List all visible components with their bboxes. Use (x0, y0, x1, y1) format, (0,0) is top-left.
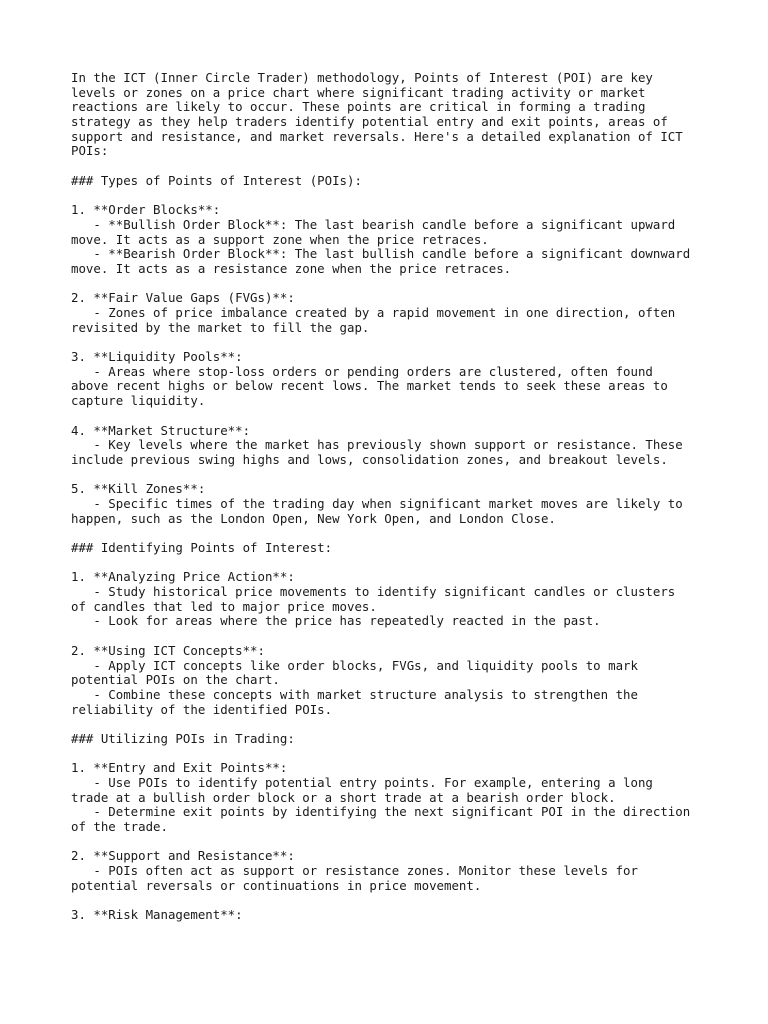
text-line: - Areas where stop-loss orders or pending orders are clustered, often found (71, 363, 653, 379)
text-line (71, 468, 711, 483)
text-line: POIs: (71, 143, 109, 159)
text-line: levels or zones on a price chart where significant trading activity or market (71, 84, 646, 100)
text-line: - **Bearish Order Block**: The last bullish candle before a significant downward (71, 246, 691, 262)
text-line (71, 159, 711, 174)
text-line: 1. **Order Blocks**: (71, 202, 221, 218)
text-line: 4. **Market Structure**: (71, 422, 251, 438)
document-page (71, 71, 711, 923)
text-line (71, 335, 711, 350)
text-line: 2. **Fair Value Gaps (FVGs)**: (71, 290, 295, 306)
text-line: - Zones of price imbalance created by a rapid movement in one direction, often (71, 305, 676, 320)
text-line (71, 277, 711, 292)
text-line: In the ICT (Inner Circle Trader) methodology, Points of Interest (POI) are key (71, 70, 653, 85)
text-line: - Key levels where the market has previously shown support or resistance. These (71, 437, 683, 453)
text-line: - Apply ICT concepts like order blocks, FVGs, and liquidity pools to mark (71, 657, 638, 673)
text-line (71, 717, 711, 732)
text-line: potential POIs on the chart. (71, 672, 280, 688)
text-line: support and resistance, and market reversals. Here's a detailed explanation of ICT (71, 128, 683, 144)
text-line: reliability of the identified POIs. (71, 701, 333, 717)
text-line: - Use POIs to identify potential entry points. For example, entering a long (71, 775, 653, 790)
text-line: move. It acts as a support zone when the price retraces. (71, 231, 489, 247)
text-line: of the trade. (71, 819, 168, 835)
text-line (71, 629, 711, 644)
text-line: 5. **Kill Zones**: (71, 481, 206, 497)
text-line: potential reversals or continuations in price movement. (71, 877, 482, 893)
text-line: ### Identifying Points of Interest: (71, 540, 333, 555)
text-line: of candles that led to major price moves. (71, 598, 377, 614)
text-line: - Determine exit points by identifying the next significant POI in the direction (71, 804, 691, 820)
text-line (71, 894, 711, 909)
text-line: 1. **Analyzing Price Action**: (71, 569, 295, 585)
text-line: trade at a bullish order block or a short trade at a bearish order block. (71, 789, 616, 805)
text-line: move. It acts as a resistance zone when the price retraces. (71, 260, 512, 276)
text-line: 2. **Support and Resistance**: (71, 848, 295, 864)
text-line: 3. **Risk Management**: (71, 907, 243, 923)
text-line (71, 409, 711, 424)
text-line: above recent highs or below recent lows. The market tends to seek these areas to (71, 378, 668, 394)
text-line: - Study historical price movements to identify significant candles or clusters (71, 584, 676, 600)
text-line (71, 556, 711, 571)
text-line (71, 747, 711, 762)
text-line (71, 835, 711, 850)
text-line: - Look for areas where the price has repeatedly reacted in the past. (71, 613, 601, 629)
text-line: 3. **Liquidity Pools**: (71, 349, 243, 365)
text-line: capture liquidity. (71, 393, 206, 409)
text-line: revisited by the market to fill the gap. (71, 319, 370, 335)
text-line: happen, such as the London Open, New York Open, and London Close. (71, 510, 556, 526)
text-line: reactions are likely to occur. These points are critical in forming a trading (71, 99, 646, 115)
text-line: ### Types of Points of Interest (POIs): (71, 172, 362, 188)
text-line: 2. **Using ICT Concepts**: (71, 642, 265, 658)
text-line (71, 526, 711, 541)
text-line: ### Utilizing POIs in Trading: (71, 730, 295, 746)
text-line: - Combine these concepts with market structure analysis to strengthen the (71, 686, 638, 702)
text-line: include previous swing highs and lows, consolidation zones, and breakout levels. (71, 451, 668, 467)
text-line: - **Bullish Order Block**: The last bearish candle before a significant upward (71, 216, 676, 232)
text-line: strategy as they help traders identify potential entry and exit points, areas of (71, 114, 668, 130)
text-line (71, 189, 711, 204)
text-line: - Specific times of the trading day when significant market moves are likely to (71, 495, 683, 511)
text-line: - POIs often act as support or resistance zones. Monitor these levels for (71, 863, 638, 879)
text-line: 1. **Entry and Exit Points**: (71, 760, 288, 776)
